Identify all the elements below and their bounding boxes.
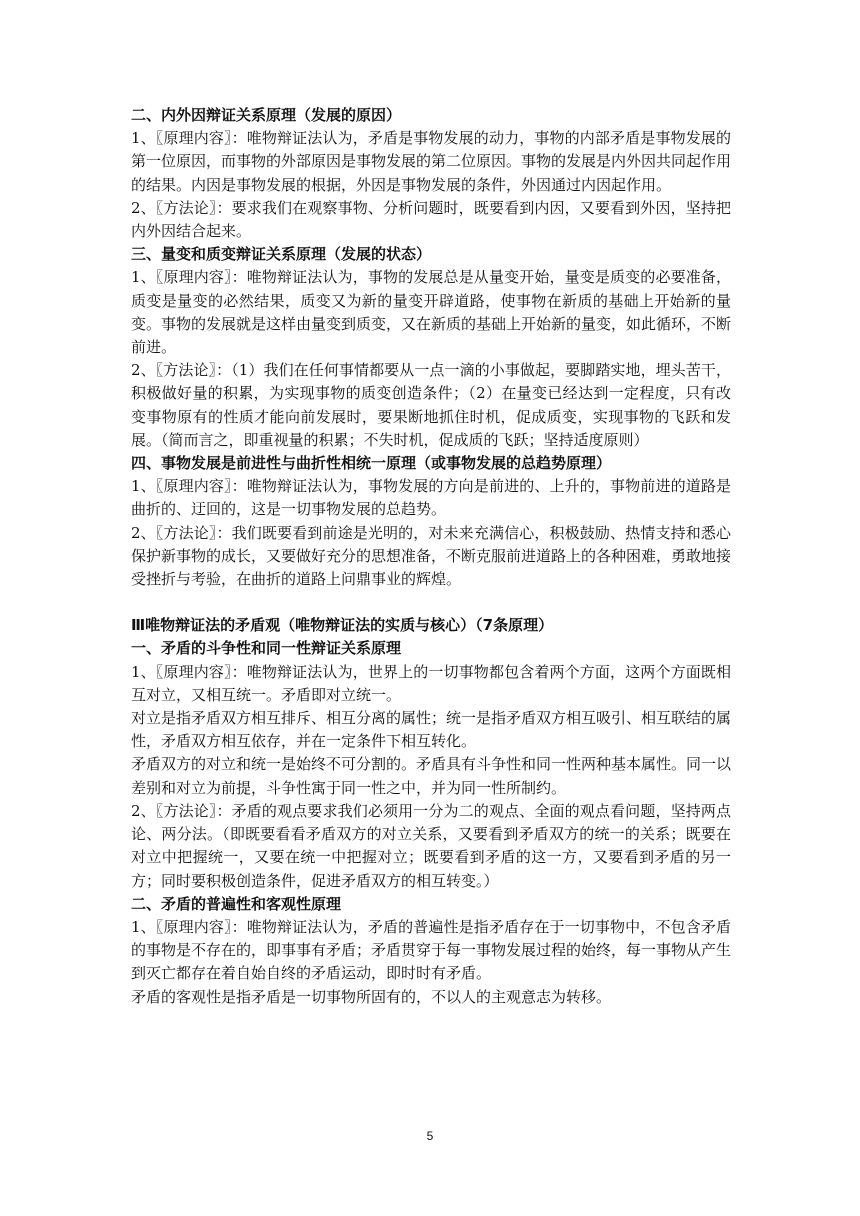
section-heading: 二、内外因辩证关系原理（发展的原因）	[131, 106, 402, 124]
paragraph: 1、〖原理内容〗：唯物辩证法认为，矛盾是事物发展的动力，事物的内部矛盾是事物发展的第一位原因，而事物的外部原因是事物发展的第二位原因。事物的发展是内外因共同起作用的结果。内因是事物发展的根据，外因是事物发展的条件，外因通过内因起作用。	[131, 129, 732, 194]
paragraph: 2、〖方法论〗：我们既要看到前途是光明的，对未来充满信心，积极鼓励、热情支持和悉心保护新事物的成长，又要做好充分的思想准备，不断克服前进道路上的各种困难，勇敢地接受挫折与考验，在曲折的道路上问鼎事业的辉煌。	[131, 523, 732, 589]
section-heading: 四、事物发展是前进性与曲折性相统一原理（或事物发展的总趋势原理）	[131, 454, 612, 473]
paragraph: 1、〖原理内容〗：唯物辩证法认为，矛盾的普遍性是指矛盾存在于一切事物中，不包含矛盾的事物是不存在的，即事事有矛盾；矛盾贯穿于每一事物发展过程的始终，每一事物从产生到灭亡都存在着自始自终的矛盾运动，即时时有矛盾。	[131, 917, 732, 983]
paragraph: 2、〖方法论〗：矛盾的观点要求我们必须用一分为二的观点、全面的观点看问题，坚持两点论、两分法。（即既要看看矛盾双方的对立关系，又要看到矛盾双方的统一的关系；既要在对立中把握统一，又要在统一中把握对立；既要看到矛盾的这一方，又要看到矛盾的另一方；同时要积极创造条件，促进矛盾双方的相互转变。）	[131, 801, 731, 890]
section-heading: 一、矛盾的斗争性和同一性辩证关系原理	[131, 639, 402, 658]
paragraph: 1、〖原理内容〗：唯物辩证法认为，事物的发展总是从量变开始，量变是质变的必要准备，质变是量变的必然结果，质变又为新的量变开辟道路，使事物在新质的基础上开始新的量变。事物的发展就是这样由量变到质变，又在新质的基础上开始新的量变，如此循环，不断前进。	[131, 268, 732, 357]
paragraph: 2、〖方法论〗：（1）我们在任何事情都要从一点一滴的小事做起，要脚踏实地，埋头苦干，积极做好量的积累，为实现事物的质变创造条件；（2）在量变已经达到一定程度，只有改变事物原有的性质才能向前发展时，要果断地抓住时机，促成质变，实现事物的飞跃和发展。（简而言之，即重视量的积累；不失时机，促成质的飞跃；坚持适度原则）	[131, 361, 731, 449]
section-heading: Ⅲ唯物辩证法的矛盾观（唯物辩证法的实质与核心）（7条原理）	[131, 616, 554, 635]
paragraph-spacer	[131, 591, 731, 614]
section-heading: 二、矛盾的普遍性和客观性原理	[131, 894, 342, 913]
paragraph: 矛盾双方的对立和统一是始终不可分割的。矛盾具有斗争性和同一性两种基本属性。同一以差别和对立为前提，斗争性寓于同一性之中，并为同一性所制约。	[131, 755, 732, 797]
document-body	[131, 104, 731, 1009]
paragraph: 矛盾的客观性是指矛盾是一切事物所固有的，不以人的主观意志为转移。	[131, 987, 612, 1006]
paragraph: 2、〖方法论〗：要求我们在观察事物、分析问题时，既要看到内因，又要看到外因，坚持把内外因结合起来。	[131, 198, 731, 241]
section-heading: 三、量变和质变辩证关系原理（发展的状态）	[131, 245, 432, 264]
paragraph: 1、〖原理内容〗：唯物辩证法认为，事物发展的方向是前进的、上升的，事物前进的道路是曲折的、迂回的，这是一切事物发展的总趋势。	[131, 477, 731, 519]
paragraph: 1、〖原理内容〗：唯物辩证法认为，世界上的一切事物都包含着两个方面，这两个方面既相互对立，又相互统一。矛盾即对立统一。	[131, 662, 731, 704]
paragraph: 对立是指矛盾双方相互排斥、相互分离的属性；统一是指矛盾双方相互吸引、相互联结的属性，矛盾双方相互依存，并在一定条件下相互转化。	[131, 709, 732, 751]
page-number: 5	[426, 1129, 434, 1143]
